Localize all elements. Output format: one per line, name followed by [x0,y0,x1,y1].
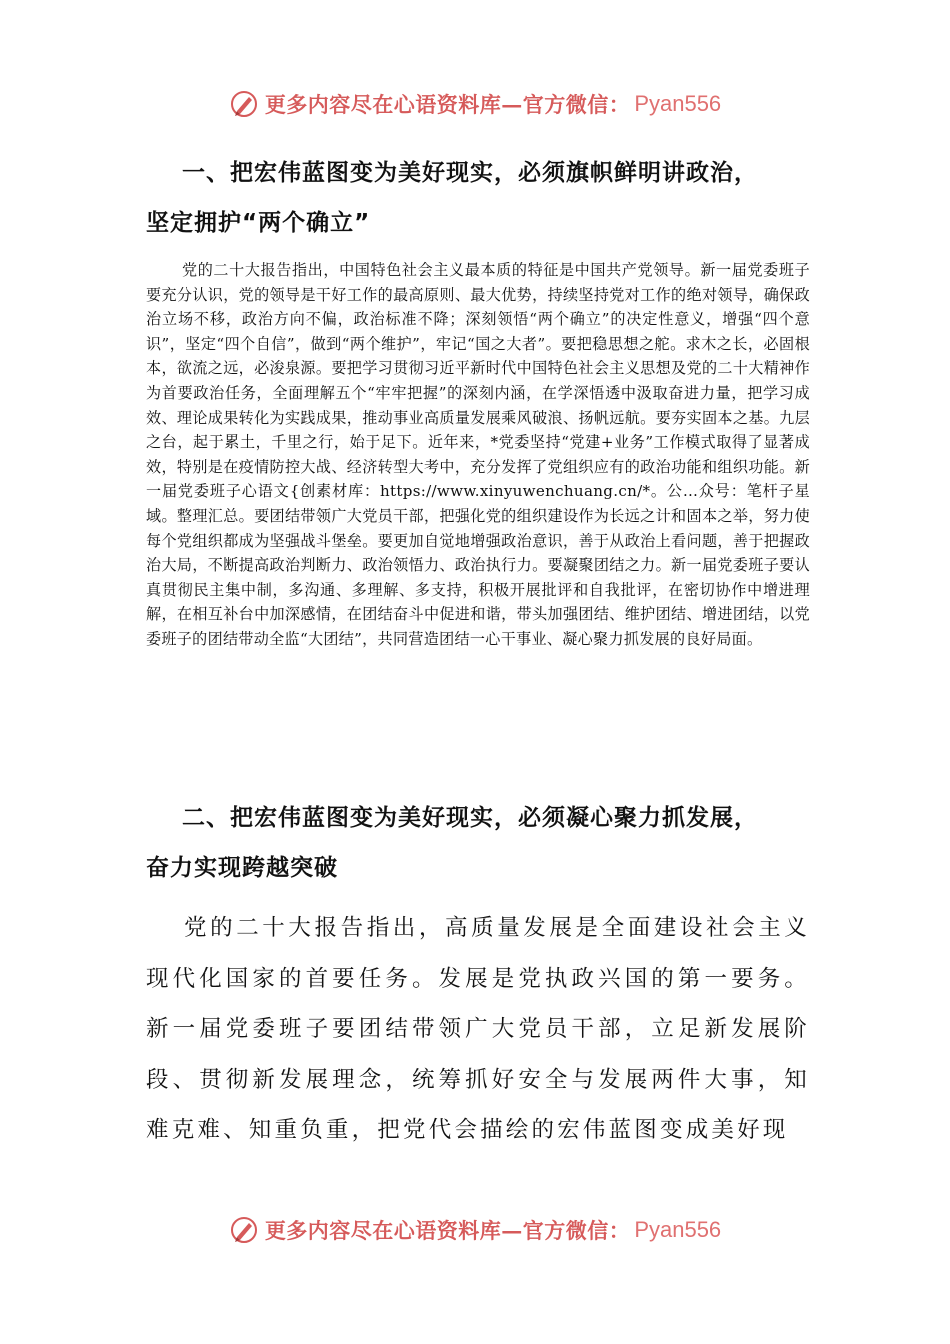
watermark-wechat-id: Pyan556 [634,1217,722,1242]
watermark-text: 更多内容尽在心语资料库—官方微信： [264,92,631,117]
watermark-banner-bottom [0,1210,950,1250]
section-2-heading-line-1: 二、把宏伟蓝图变为美好现实，必须凝心聚力抓发展， [182,805,758,831]
section-1-body: 党的二十大报告指出，中国特色社会主义最本质的特征是中国共产党领导。新一届党委班子要充分认识，党的领导是干好工作的最高原则、最大优势，持续坚持党对工作的绝对领导，确保政治立场不移，政治方向不偏，政治标准不降；深刻领悟“两个确立”的决定性意义，增强“四个意识”，坚定“四个自信”，做到“两个维护”，牢记“国之大者”。要把稳思想之舵。求木之长，必固根本，欲流之远，必浚泉源。要把学习贯彻习近平新时代中国特色社会主义思想及党的二十大精神作为首要政治任务，全面理解五个“牢牢把握”的深刻内涵，在学深悟透中汲取奋进力量，把学习成效、理论成果转化为实践成果，推动事业高质量发展乘风破浪、扬帆远航。要夯实固本之基。九层之台，起于累土，千里之行，始于足下。近年来，*党委坚持“党建+业务”工作模式取得了显著成效，特别是在疫情防控大战、经济转型大考中，充分发挥了党组织应有的政治功能和组织功能。新一届党委班子心语文{创素材库：https://www.xinyuwenchuang.cn/*。公…众号：笔杆子星域。整理汇总。要团结带领广大党员干部，把强化党的组织建设作为长远之计和固本之举，努力使每个党组织都成为坚强战斗堡垒。要更加自觉地增强政治意识，善于从政治上看问题，善于把握政治大局，不断提高政治判断力、政治领悟力、政治执行力。要凝聚团结之力。新一届党委班子要认真贯彻民主集中制，多沟通、多理解、多支持，积极开展批评和自我批评，在密切协作中增进理解，在相互补台中加深感情，在团结奋斗中促进和谐，带头加强团结、维护团结、增进团结，以党委班子的团结带动全监“大团结”，共同营造团结一心干事业、凝心聚力抓发展的良好局面。 [146,261,810,648]
watermark-banner-top [0,84,950,124]
watermark-wechat-id: Pyan556 [634,91,722,116]
section-2-body: 党的二十大报告指出，高质量发展是全面建设社会主义现代化国家的首要任务。发展是党执政兴国的第一要务。新一届党委班子要团结带领广大党员干部，立足新发展阶段、贯彻新发展理念，统筹抓好安全与发展两件大事，知难克难、知重负重，把党代会描绘的宏伟蓝图变成美好现 [146,915,810,1144]
section-1-heading-line-2: 坚定拥护“两个确立” [146,210,371,236]
section-2-heading-line-2: 奋力实现跨越突破 [146,855,338,881]
section-2-heading [146,793,806,893]
section-1-heading [146,148,806,248]
pen-logo-icon [229,89,259,119]
pen-logo-icon [229,1215,259,1245]
section-1-heading-line-1: 一、把宏伟蓝图变为美好现实，必须旗帜鲜明讲政治， [182,160,758,186]
watermark-text: 更多内容尽在心语资料库—官方微信： [264,1218,631,1243]
